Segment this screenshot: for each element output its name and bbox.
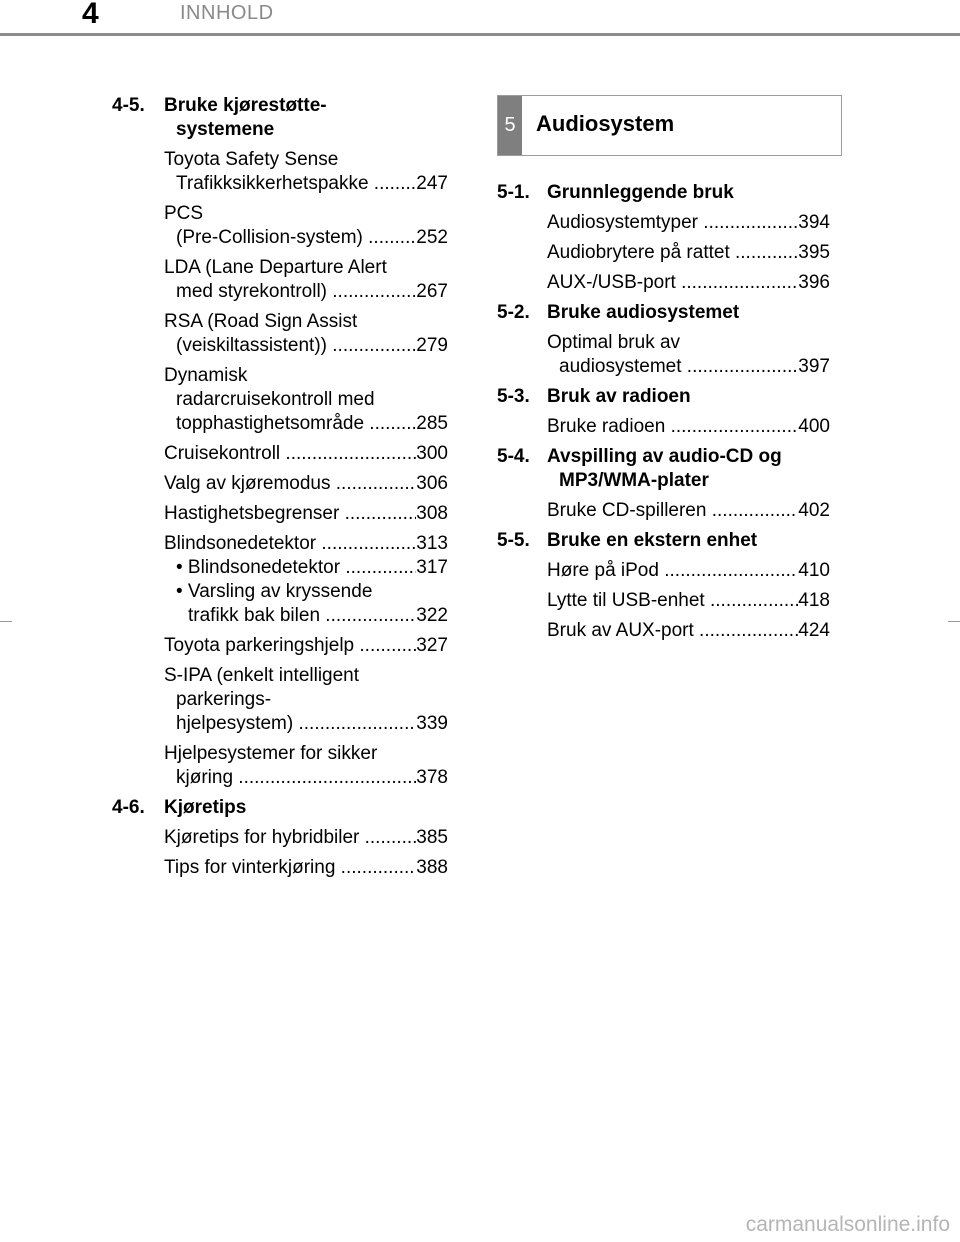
toc-section-title-line: Grunnleggende bruk: [547, 182, 734, 203]
toc-entry-line: [547, 619, 830, 643]
toc-section-title-line: Bruke audiosystemet: [547, 302, 740, 323]
toc-page-number: 410: [798, 560, 830, 581]
toc-section-title-line: MP3/WMA-plater: [559, 470, 709, 491]
toc-page-number: 397: [798, 356, 830, 377]
toc-entry-line: [164, 712, 448, 736]
toc-section-number: 5-3.: [497, 386, 530, 407]
toc-page-number: 378: [416, 767, 448, 788]
toc-section-heading[interactable]: [497, 181, 830, 205]
toc-page-number: 327: [416, 635, 448, 656]
toc-entry-text: Toyota Safety Sense: [164, 149, 339, 170]
toc-entry-line: [547, 589, 830, 613]
toc-section-number: 4-5.: [112, 95, 145, 116]
toc-entry-line: [164, 766, 448, 790]
toc-entry-title: Lytte til USB-enhet .....: [547, 589, 798, 613]
toc-page-number: 402: [798, 500, 830, 521]
toc-section-title-line: systemene: [176, 119, 275, 140]
toc-entry[interactable]: [497, 271, 830, 295]
toc-entry-title: Toyota parkeringshjelp .....: [164, 634, 416, 658]
toc-entry-line: [164, 334, 448, 358]
toc-section-number: 4-6.: [112, 797, 145, 818]
toc-entry-line: [164, 472, 448, 496]
toc-entry[interactable]: [497, 589, 830, 613]
toc-section-title: [547, 181, 830, 205]
toc-page-number: 388: [416, 857, 448, 878]
toc-section-title-line: Bruke kjørestøtte-: [164, 95, 327, 116]
toc-section-title-line: Bruke en ekstern enhet: [547, 530, 758, 551]
toc-entry-title: audiosystemet .....: [559, 355, 798, 379]
toc-section-title: [547, 385, 830, 409]
toc-entry-line: [547, 559, 830, 583]
toc-entry-line: [164, 502, 448, 526]
toc-entry[interactable]: [112, 664, 448, 736]
toc-page-number: 306: [416, 473, 448, 494]
toc-entry-title: AUX-/USB-port .....: [547, 271, 798, 295]
toc-page-number: 279: [416, 335, 448, 356]
toc-entry[interactable]: [112, 256, 448, 304]
toc-page-number: 317: [416, 557, 448, 578]
toc-section-title-line: Bruk av radioen: [547, 386, 691, 407]
toc-page-number: 322: [416, 605, 448, 626]
toc-entry-line: [547, 355, 830, 379]
toc-entry[interactable]: [112, 310, 448, 358]
toc-page-number: 313: [416, 533, 448, 554]
toc-entry-title: topphastighetsområde .....: [176, 412, 416, 436]
toc-section-title: [164, 796, 448, 820]
toc-entry-title: Bruke CD-spilleren .....: [547, 499, 798, 523]
toc-page-number: 424: [798, 620, 830, 641]
toc-section-number: 5-2.: [497, 302, 530, 323]
toc-subentry[interactable]: [164, 556, 448, 580]
toc-page-number: 418: [798, 590, 830, 611]
toc-entry-title: Trafikksikkerhetspakke .....: [176, 172, 416, 196]
toc-section-number: 5-4.: [497, 446, 530, 467]
chapter-number-tab: 5: [498, 96, 522, 155]
toc-entry-title: Valg av kjøremodus .....: [164, 472, 416, 496]
toc-entry[interactable]: [112, 148, 448, 196]
toc-entry-text: RSA (Road Sign Assist: [164, 311, 358, 332]
toc-entry-title: kjøring .....: [176, 766, 416, 790]
toc-entry-text: parkerings-: [176, 689, 272, 710]
toc-entry[interactable]: [497, 619, 830, 643]
toc-right-column: [497, 181, 830, 649]
toc-page-number: 300: [416, 443, 448, 464]
toc-entry-title: Bruk av AUX-port .....: [547, 619, 798, 643]
toc-page-number: 395: [798, 242, 830, 263]
toc-entry-text: Optimal bruk av: [547, 332, 681, 353]
toc-entry[interactable]: [497, 499, 830, 523]
toc-entry-line: [164, 856, 448, 880]
toc-entry-text: PCS: [164, 203, 204, 224]
toc-section-title-line: Avspilling av audio-CD og: [547, 446, 782, 467]
toc-page-number: 394: [798, 212, 830, 233]
chapter-heading-box: [497, 95, 842, 156]
toc-entry[interactable]: [497, 211, 830, 235]
toc-entry-title: Audiosystemtyper .....: [547, 211, 798, 235]
toc-entry[interactable]: [112, 202, 448, 250]
page-header-title: INNHOLD: [180, 2, 274, 24]
toc-section-title: [547, 301, 830, 325]
toc-entry[interactable]: [112, 532, 448, 628]
crop-mark-left: [0, 621, 12, 622]
toc-section-heading[interactable]: [497, 529, 830, 553]
toc-entry-line: [547, 499, 830, 523]
toc-entry-line: [164, 172, 448, 196]
toc-entry-title: • Blindsonedetektor .....: [176, 556, 416, 580]
toc-entry-line: [164, 226, 448, 250]
toc-section-heading[interactable]: [112, 796, 448, 820]
toc-left-column: [112, 94, 448, 886]
toc-entry-line: [164, 442, 448, 466]
toc-entry-text: S-IPA (enkelt intelligent: [164, 665, 360, 686]
toc-section-title: [547, 529, 830, 553]
toc-section-number: 5-5.: [497, 530, 530, 551]
toc-section-heading[interactable]: [497, 385, 830, 409]
toc-entry-line: [164, 412, 448, 436]
toc-section-heading[interactable]: [497, 301, 830, 325]
toc-page-number: 339: [416, 713, 448, 734]
toc-entry-text: Dynamisk: [164, 365, 248, 386]
toc-entry-text: radarcruisekontroll med: [176, 389, 375, 410]
toc-entry-title: med styrekontroll) .....: [176, 280, 416, 304]
toc-entry-title: Blindsonedetektor .....: [164, 532, 416, 556]
toc-page-number: 396: [798, 272, 830, 293]
toc-page-number: 252: [416, 227, 448, 248]
toc-entry[interactable]: [112, 634, 448, 658]
watermark: carmanualsonline.info: [745, 1213, 950, 1236]
toc-section-title: [547, 445, 830, 493]
toc-page-number: 285: [416, 413, 448, 434]
toc-section-heading[interactable]: [112, 94, 448, 142]
toc-entry-line: [164, 826, 448, 850]
toc-entry-line: [547, 271, 830, 295]
toc-entry-title: trafikk bak bilen .....: [188, 604, 416, 628]
toc-section-title-line: Kjøretips: [164, 797, 247, 818]
toc-section-number: 5-1.: [497, 182, 530, 203]
toc-entry-title: Tips for vinterkjøring .....: [164, 856, 416, 880]
toc-page-number: 267: [416, 281, 448, 302]
toc-entry-line: [164, 634, 448, 658]
header-rule: [0, 33, 960, 36]
toc-entry[interactable]: [112, 442, 448, 466]
toc-entry[interactable]: [112, 502, 448, 526]
toc-entry-line: [164, 280, 448, 304]
toc-entry-line: [176, 604, 448, 628]
toc-section-title: [164, 94, 448, 142]
toc-entry-text: Hjelpesystemer for sikker: [164, 743, 378, 764]
toc-entry-title: Audiobrytere på rattet .....: [547, 241, 798, 265]
toc-entry[interactable]: [112, 826, 448, 850]
toc-subentry[interactable]: [164, 580, 448, 628]
toc-section-heading[interactable]: [497, 445, 830, 493]
chapter-title: Audiosystem: [536, 111, 675, 136]
toc-entry-title: Cruisekontroll .....: [164, 442, 416, 466]
toc-page-number: 247: [416, 173, 448, 194]
toc-entry-text: LDA (Lane Departure Alert: [164, 257, 387, 278]
toc-entry-line: [547, 415, 830, 439]
toc-entry[interactable]: [497, 331, 830, 379]
toc-entry-line: [164, 532, 448, 556]
toc-entry-title: Bruke radioen .....: [547, 415, 798, 439]
toc-entry[interactable]: [112, 364, 448, 436]
toc-entry-title: Høre på iPod .....: [547, 559, 798, 583]
toc-entry-title: (Pre-Collision-system) .....: [176, 226, 416, 250]
toc-entry[interactable]: [112, 742, 448, 790]
toc-entry[interactable]: [112, 472, 448, 496]
toc-entry[interactable]: [497, 415, 830, 439]
toc-entry-line: [176, 556, 448, 580]
toc-page-number: 400: [798, 416, 830, 437]
toc-entry-text: • Varsling av kryssende: [176, 581, 373, 602]
toc-entry[interactable]: [497, 241, 830, 265]
crop-mark-right: [948, 621, 960, 622]
page-number: 4: [82, 0, 99, 30]
toc-entry-line: [547, 211, 830, 235]
toc-entry-title: hjelpesystem) .....: [176, 712, 416, 736]
toc-page-number: 385: [416, 827, 448, 848]
toc-entry[interactable]: [497, 559, 830, 583]
toc-page-number: 308: [416, 503, 448, 524]
toc-entry-title: Hastighetsbegrenser .....: [164, 502, 416, 526]
toc-entry-line: [547, 241, 830, 265]
toc-entry-title: (veiskiltassistent)) .....: [176, 334, 416, 358]
toc-entry[interactable]: [112, 856, 448, 880]
toc-entry-title: Kjøretips for hybridbiler .....: [164, 826, 416, 850]
